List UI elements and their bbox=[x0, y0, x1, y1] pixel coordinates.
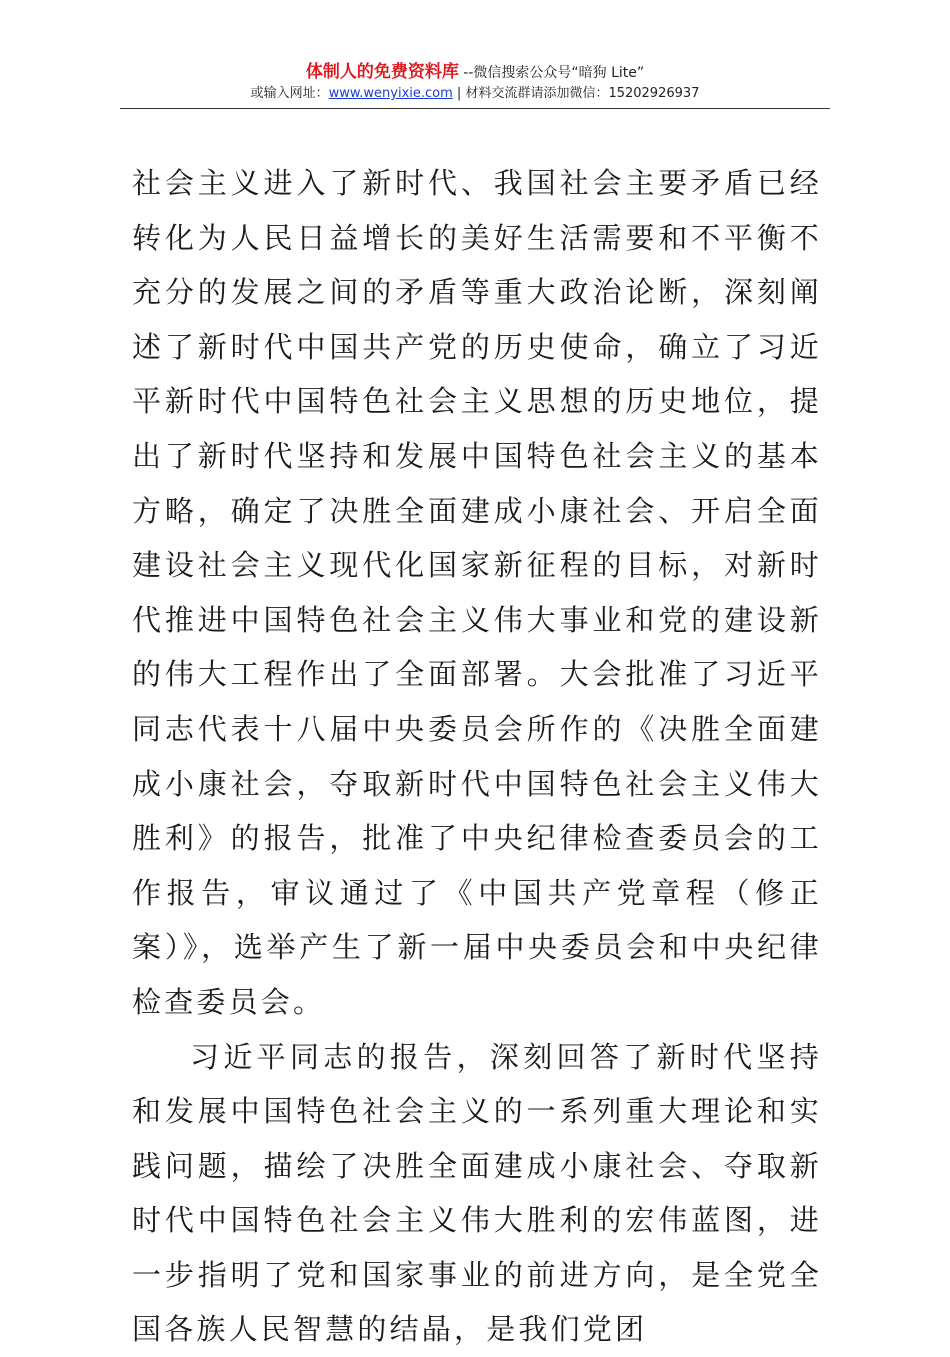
paragraph: 习近平同志的报告，深刻回答了新时代坚持和发展中国特色社会主义的一系列重大理论和实践问题，描绘了决胜全面建成小康社会、夺取新时代中国特色社会主义伟大胜利的宏伟蓝图，进一步指明了党和国家事业的前进方向，是全党全国各族人民智慧的结晶，是我们党团 bbox=[132, 1030, 822, 1357]
document-body bbox=[132, 156, 822, 1357]
paragraph: 社会主义进入了新时代、我国社会主要矛盾已经转化为人民日益增长的美好生活需要和不平衡不充分的发展之间的矛盾等重大政治论断，深刻阐述了新时代中国共产党的历史使命，确立了习近平新时代中国特色社会主义思想的历史地位，提出了新时代坚持和发展中国特色社会主义的基本方略，确定了决胜全面建成小康社会、开启全面建设社会主义现代化国家新征程的目标，对新时代推进中国特色社会主义伟大事业和党的建设新的伟大工程作出了全面部署。大会批准了习近平同志代表十八届中央委员会所作的《决胜全面建成小康社会，夺取新时代中国特色社会主义伟大胜利》的报告，批准了中央纪律检查委员会的工作报告，审议通过了《中国共产党章程（修正案）》，选举产生了新一届中央委员会和中央纪律检查委员会。 bbox=[132, 156, 822, 1030]
contact-info: | 材料交流群请添加微信：15202926937 bbox=[453, 86, 700, 101]
brand-name: 体制人的免费资料库 bbox=[306, 62, 459, 82]
header-title-line bbox=[120, 62, 830, 83]
header-divider bbox=[120, 108, 830, 109]
website-link[interactable]: www.wenyixie.com bbox=[329, 86, 453, 101]
url-prefix: 或输入网址： bbox=[251, 86, 329, 101]
header-tagline: --微信搜索公众号“暗狗 Lite” bbox=[459, 65, 644, 81]
header-contact-line bbox=[120, 84, 830, 103]
page-header bbox=[120, 62, 830, 103]
